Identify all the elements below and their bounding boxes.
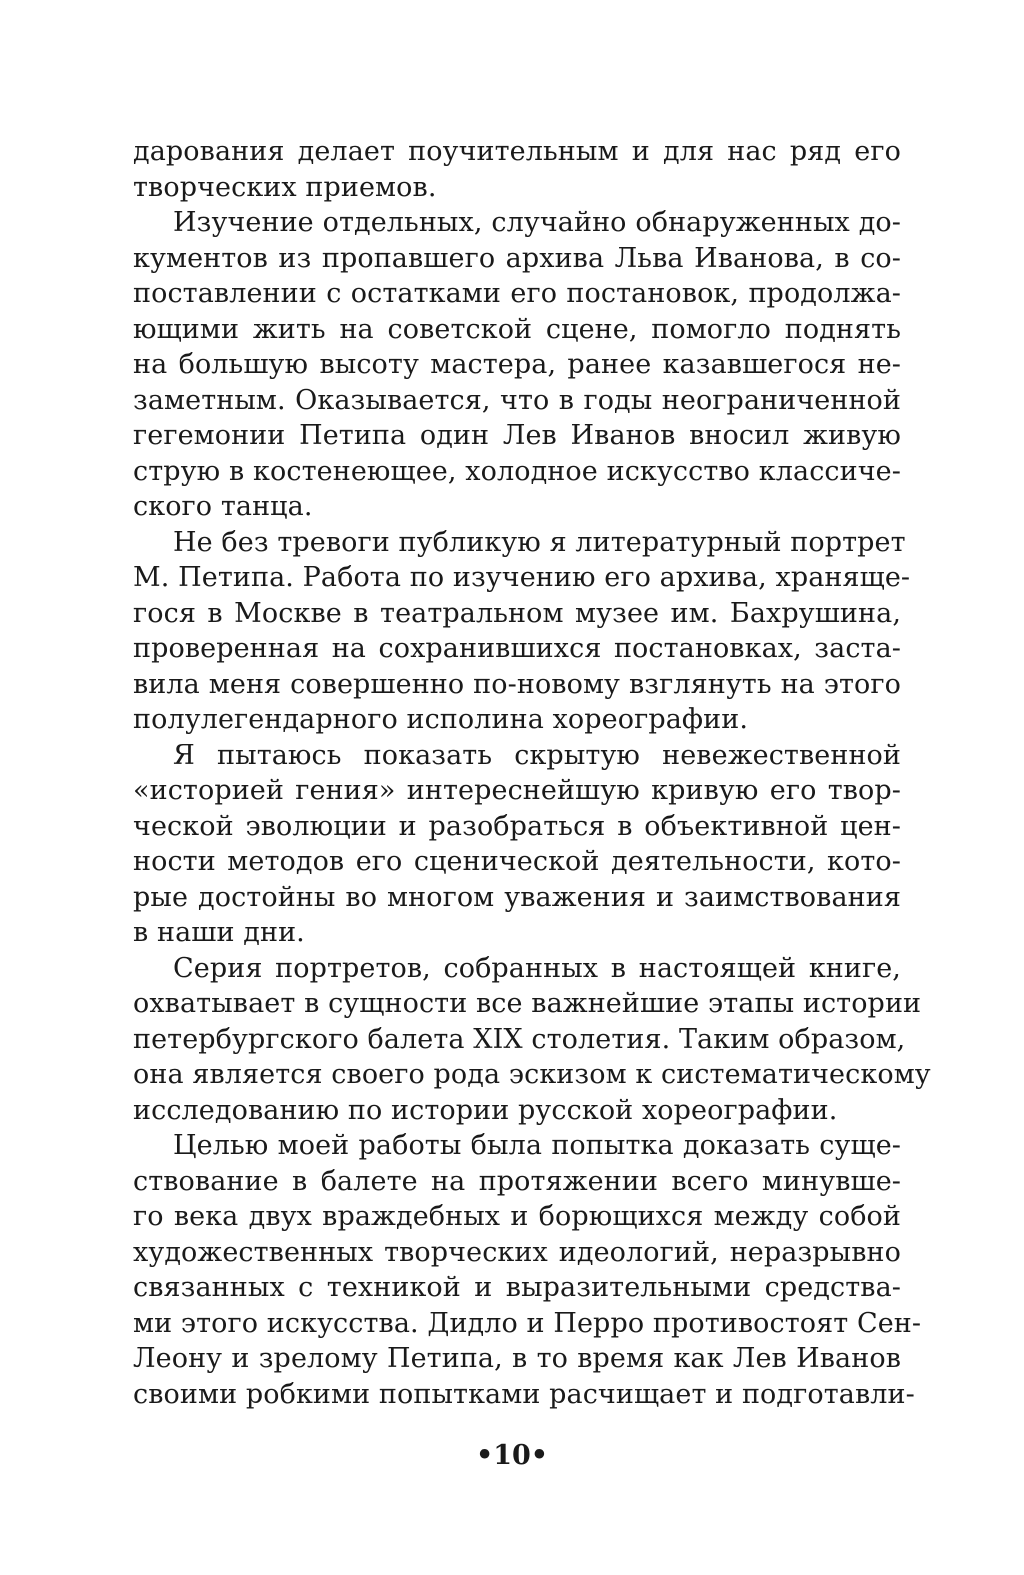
body-text xyxy=(133,134,931,1412)
text-line: ющими жить на советской сцене, помогло поднять xyxy=(133,313,901,345)
text-line: ческой эволюции и разобраться в объективной цен- xyxy=(133,810,901,842)
text-line: исследованию по истории русской хореографии. xyxy=(133,1094,838,1126)
text-line: она является своего рода эскизом к систематическому xyxy=(133,1059,931,1090)
paragraph-first-line: Я пытаюсь показать скрытую невежественной xyxy=(173,739,901,771)
text-line: своими робкими попытками расчищает и подготавли- xyxy=(133,1378,915,1410)
text-line: ствование в балете на протяжении всего минувше- xyxy=(133,1165,901,1197)
text-line: поставлении с остатками его постановок, продолжа- xyxy=(133,278,901,309)
text-line: кументов из пропавшего архива Льва Иванова, в со- xyxy=(133,242,901,274)
text-line: го века двух враждебных и борющихся между собой xyxy=(133,1201,901,1232)
text-line: вила меня совершенно по-новому взглянуть на этого xyxy=(133,668,901,700)
text-line: «историей гения» интереснейшую кривую его твор- xyxy=(133,775,901,806)
paragraph-first-line: Изучение отдельных, случайно обнаруженных до- xyxy=(173,207,901,238)
text-line: на большую высоту мастера, ранее казавшегося не- xyxy=(133,349,901,380)
text-line: дарования делает поучительным и для нас ряд его xyxy=(133,136,901,167)
text-line: творческих приемов. xyxy=(133,171,437,203)
text-line: ми этого искусства. Дидло и Перро противостоят Сен- xyxy=(133,1307,922,1339)
text-line: в наши дни. xyxy=(133,917,305,948)
paragraph-first-line: Целью моей работы была попытка доказать суще- xyxy=(173,1130,901,1161)
text-line: связанных с техникой и выразительными средства- xyxy=(133,1272,901,1303)
text-line: проверенная на сохранившихся постановках, заста- xyxy=(133,633,901,664)
text-line: М. Петипа. Работа по изучению его архива, хранящe- xyxy=(133,562,911,593)
text-line: охватывает в сущности все важнейшие этапы истории xyxy=(133,988,922,1019)
text-line: заметным. Оказывается, что в годы неограниченной xyxy=(133,384,901,416)
text-line: Леону и зрелому Петипа, в то время как Лев Иванов xyxy=(133,1343,901,1374)
text-line: ского танца. xyxy=(133,491,313,522)
paragraph-first-line: Не без тревоги публикую я литературный портрет xyxy=(173,526,906,558)
paragraph-first-line: Серия портретов, собранных в настоящей книге, xyxy=(173,952,901,984)
text-line: петербургского балета XIX столетия. Таким образом, xyxy=(133,1023,906,1055)
text-line: гегемонии Петипа один Лев Иванов вносил живую xyxy=(133,420,901,451)
text-line: рые достойны во многом уважения и заимствования xyxy=(133,881,901,913)
page-number: •10• xyxy=(475,1440,549,1471)
text-line: ности методов его сценической деятельности, кото- xyxy=(133,846,901,877)
text-line: художественных творческих идеологий, неразрывно xyxy=(133,1236,901,1268)
text-line: струю в костенеющее, холодное искусство классиче- xyxy=(133,455,901,487)
text-line: гося в Москве в театральном музее им. Бахрушина, xyxy=(133,597,901,629)
text-line: полулегендарного исполина хореографии. xyxy=(133,704,749,735)
